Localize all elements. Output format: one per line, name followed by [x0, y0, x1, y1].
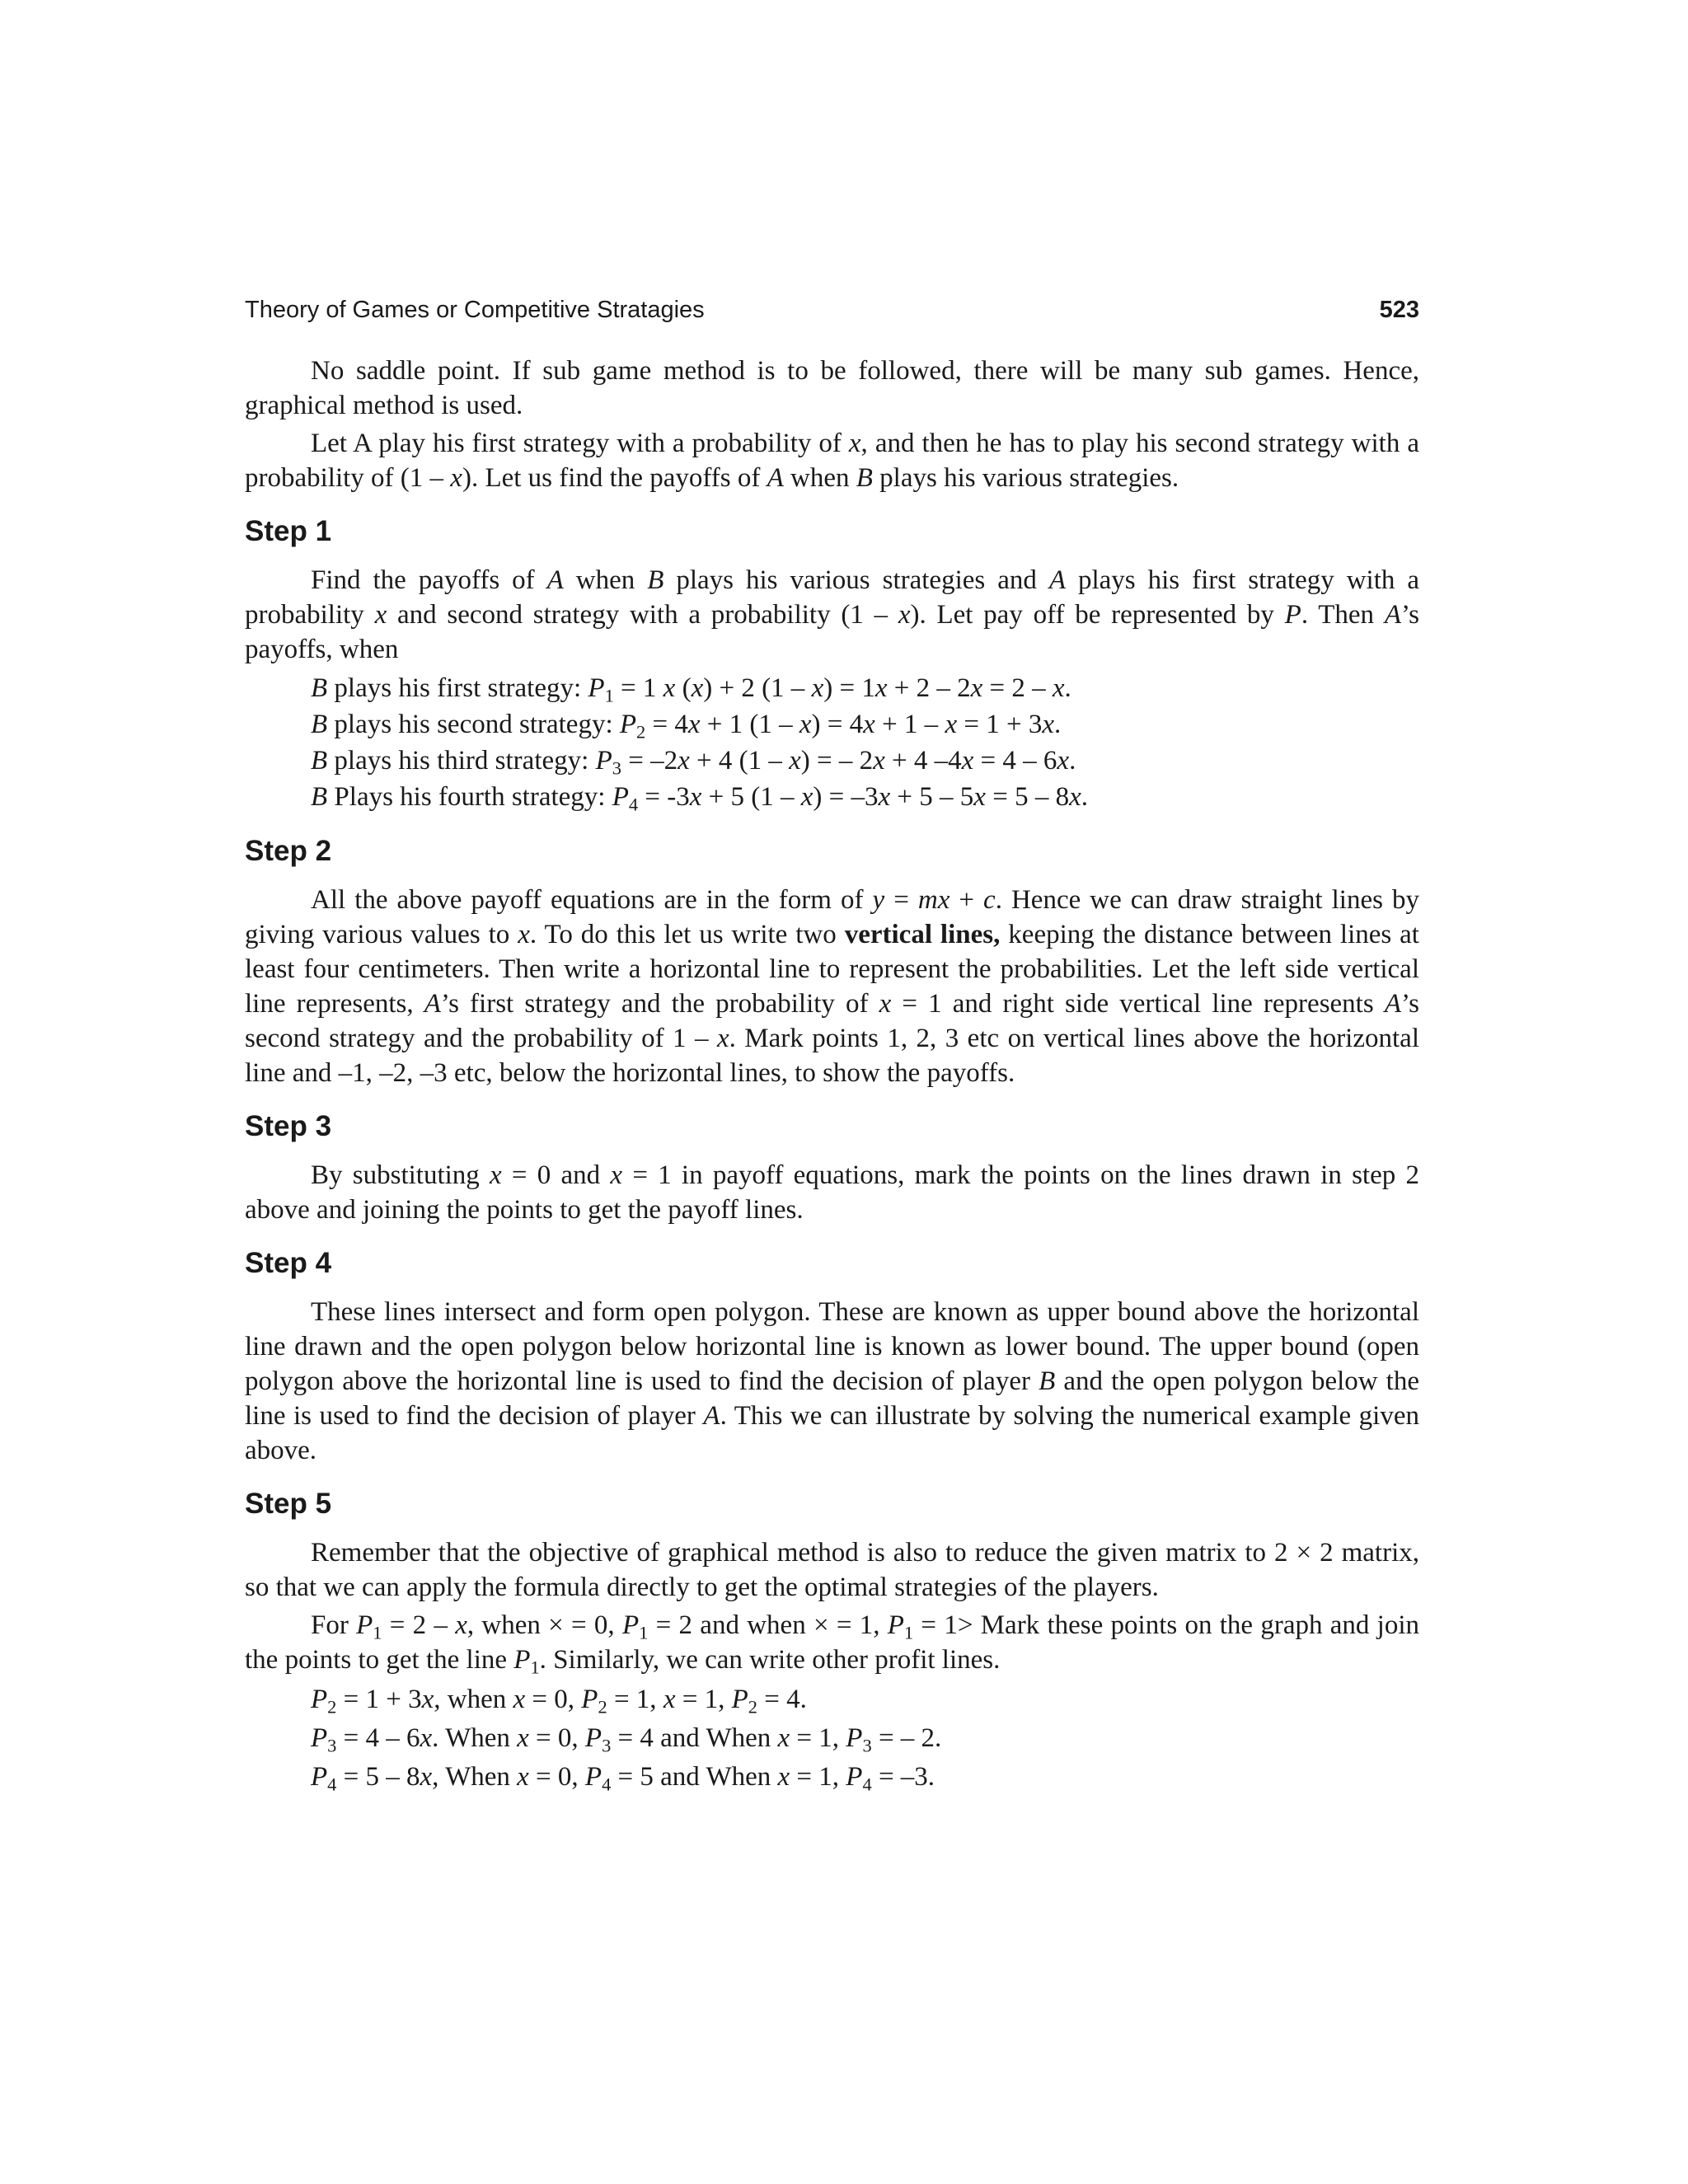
- step-1-equation: B plays his third strategy: $P_3 = -2x + 4$ (1 – x) = – 2x + 4 –4x = 4 – 6x.: [311, 746, 1076, 779]
- page-number: 523: [1379, 297, 1419, 323]
- step-1-text: Find the payoffs of A when B plays his various strategies and A plays his first strategy with a probability x and second strategy with a probability (1 – x). Let pay off be represented by P. Then A’s payoffs, when: [245, 565, 1419, 664]
- step-1-equation: B Plays his fourth strategy: $P_4 = -3x + 5$ (1 – x) = –3x + 5 – 5x = 5 – 8x.: [311, 782, 1088, 815]
- step-2-heading: Step 2: [245, 835, 332, 867]
- running-header: [245, 297, 1419, 324]
- step-1-equation: B plays his first strategy: $P_1 = 1$ x (x) + 2 (1 – x) = 1x + 2 – 2x = 2 – x.: [311, 673, 1071, 706]
- step-4-text: These lines intersect and form open polygon. These are known as upper bound above the horizontal line drawn and the open polygon below horizontal line is known as lower bound. The upper bound (open polygon above the horizontal line is used to find the decision of player B and the open polygon below the line is used to find the decision of player A. This we can illustrate by solving the numerical example given above.: [245, 1297, 1420, 1465]
- step-1-equation: B plays his second strategy: $P_2 = 4x + 1$ (1 – x) = 4x + 1 – x = 1 + 3x.: [311, 710, 1062, 743]
- body-text: [245, 354, 1419, 1797]
- step-1-heading: Step 1: [245, 515, 332, 547]
- intro-paragraph-1: No saddle point. If sub game method is to be followed, there will be many sub games. Hence, graphical method is used.: [245, 356, 1419, 420]
- page: [245, 297, 1419, 1800]
- step-5-equation: $P_4 = 5 - 8x$, When x = 0, $P_4 = 5$ and When x = 1, $P_4 = -3$.: [311, 1762, 935, 1795]
- step-3-heading: Step 3: [245, 1110, 332, 1142]
- step-1-equations: [245, 670, 1419, 815]
- step-5-equations: [245, 1680, 1419, 1797]
- intro-paragraph-2: Let A play his first strategy with a probability of x, and then he has to play his second strategy with a probability of (1 – x). Let us find the payoffs of A when B plays his various strategies.: [245, 429, 1419, 493]
- step-5-text: Remember that the objective of graphical method is also to reduce the given matrix to 2 × 2 matrix, so that we can apply the formula directly to get the optimal strategies of the players.: [245, 1538, 1419, 1602]
- step-5-text-2: For $P_1 = 2 - x$, when × = 0, $P_1 = 2$ and when × = 1, $P_1 = 1>$ Mark these points on the graph and join the points to get the line $P_1$. Similarly, we can write other profit lines.: [245, 1610, 1420, 1678]
- step-2-text: All the above payoff equations are in the form of y = mx + c. Hence we can draw straight lines by giving various values to x. To do this let us write two vertical lines, keeping the distance between lines at least four centimeters. Then write a horizontal line to represent the probabilities. Let the left side vertical line represents, A’s first strategy and the probability of x = 1 and right side vertical line represents A’s second strategy and the probability of 1 – x. Mark points 1, 2, 3 etc on vertical lines above the horizontal line and –1, –2, –3 etc, below the horizontal lines, to show the payoffs.: [245, 885, 1419, 1088]
- step-5-equation: $P_2 = 1 + 3x$, when x = 0, $P_2 = 1$, x = 1, $P_2 = 4$.: [311, 1685, 807, 1718]
- step-4-heading: Step 4: [245, 1247, 332, 1279]
- step-3-text: By substituting x = 0 and x = 1 in payoff equations, mark the points on the lines drawn in step 2 above and joining the points to get the payoff lines.: [245, 1160, 1419, 1225]
- step-5-equation: $P_3 = 4 - 6x$. When x = 0, $P_3 = 4$ and When x = 1, $P_3$ = – 2.: [311, 1723, 942, 1756]
- running-title: Theory of Games or Competitive Stratagies: [245, 297, 705, 323]
- step-5-heading: Step 5: [245, 1488, 332, 1520]
